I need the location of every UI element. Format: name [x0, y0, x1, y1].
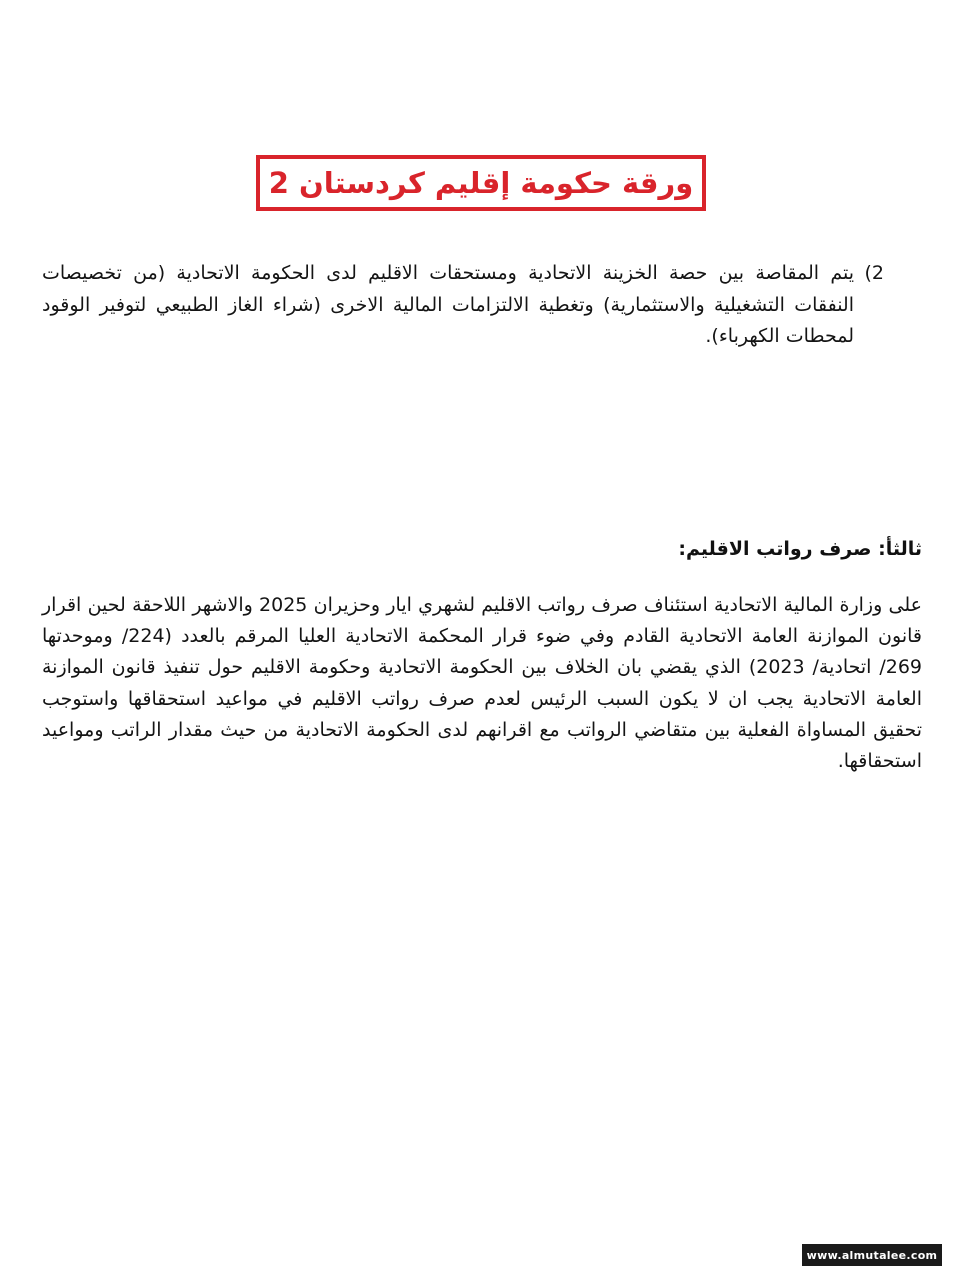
section-paragraph: على وزارة المالية الاتحادية استئناف صرف رواتب الاقليم لشهري ايار وحزيران 2025 والاشهر اللاحقة لحين اقرار قانون الموازنة العامة الاتحادية القادم وفي ضوء قرار المحكمة الاتحادية العليا المرقم بالعدد (224/ وموحدتها 269/ اتحادية/ 2023) الذي يقضي بان الخلاف بين الحكومة الاتحادية وحكومة الاقليم حول تنفيذ قانون الموازنة العامة الاتحادية يجب ان لا يكون السبب الرئيس لعدم صرف رواتب الاقليم في مواعيد استحقاقها واستوجب تحقيق المساواة الفعلية بين متقاضي الرواتب مع اقرانهم لدى الحكومة الاتحادية من حيث مقدار الراتب ومواعيد استحقاقها. — [42, 594, 922, 773]
watermark-bar — [802, 1244, 942, 1266]
document-title-box — [256, 155, 706, 211]
item-number: 2) — [864, 262, 884, 284]
watermark-text: www.almutalee.com — [806, 1248, 938, 1262]
numbered-paragraph — [42, 258, 884, 353]
section-heading: ثالثأ: صرف رواتب الاقليم: — [678, 538, 922, 560]
document-title: ورقة حكومة إقليم كردستان 2 — [268, 166, 694, 200]
item-text: يتم المقاصة بين حصة الخزينة الاتحادية ومستحقات الاقليم لدى الحكومة الاتحادية (من تخصيصات النفقات التشغيلية والاستثمارية) وتغطية الالتزامات المالية الاخرى (شراء الغاز الطبيعي لتوفير الوقود لمحطات الكهرباء). — [42, 262, 854, 347]
